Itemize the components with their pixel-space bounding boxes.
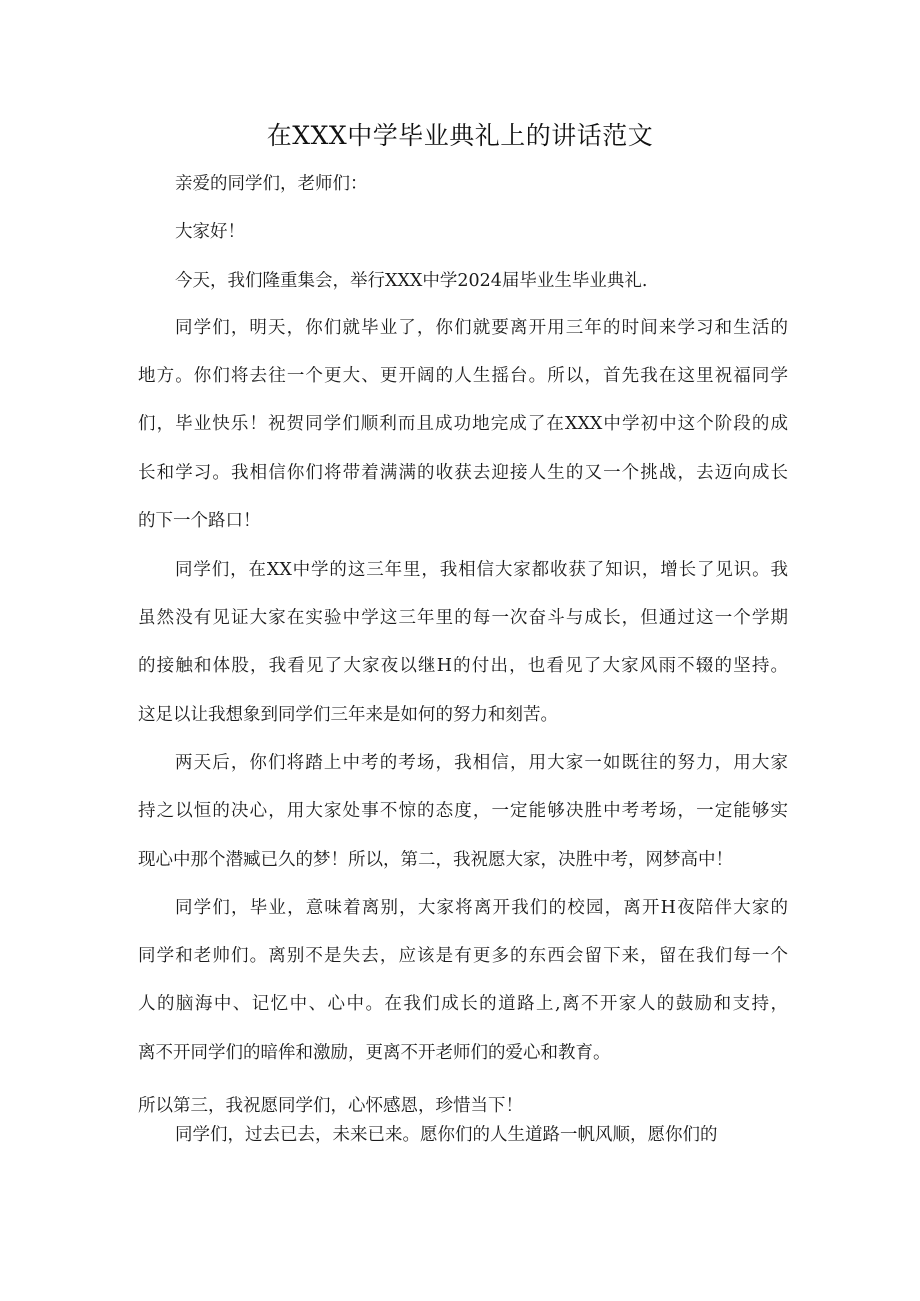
paragraph-line: 同学和老帅们。离别不是失去，应该是有更多的东西会留下来，留在我们每一个 (138, 946, 788, 966)
paragraph-line: 地方。你们将去往一个更大、更开阔的人生摇台。所以，首先我在这里祝福同学 (138, 366, 788, 386)
paragraph-line: 的下一个路口！ (138, 511, 261, 531)
paragraph-line: 同学们，毕业，意味着离别，大家将离开我们的校园，离开H夜陪伴大家的 (175, 898, 788, 918)
paragraph-line: 长和学习。我相信你们将带着满满的收获去迎接人生的又一个挑战，去迈向成长 (138, 463, 788, 483)
greeting: 大家好！ (175, 222, 245, 242)
paragraph-line: 同学们，过去已去，未来已来。愿你们的人生道路一帆风顺，愿你们的 (175, 1125, 718, 1145)
paragraph-line: 所以第三，我祝愿同学们，心怀感恩，珍惜当下！ (138, 1096, 523, 1116)
paragraph-line: 们，毕业快乐！祝贺同学们顺利而且成功地完成了在XXX中学初中这个阶段的成 (138, 414, 788, 434)
paragraph-line: 今天，我们隆重集会，举行XXX中学2024届毕业生毕业典礼. (175, 271, 648, 291)
paragraph-line: 虽然没有见证大家在实验中学这三年里的每一次奋斗与成长，但通过这一个学期 (138, 608, 788, 628)
document-title: 在XXX中学毕业典礼上的讲话范文 (266, 121, 654, 150)
paragraph-line: 离不开同学们的暗侔和激励，更离不开老师们的爱心和教育。 (138, 1043, 611, 1063)
paragraph-line: 现心中那个潜臧已久的梦！所以，第二，我祝愿大家，决胜中考，网梦高中！ (138, 850, 733, 870)
paragraph-line: 这足以让我想象到同学们三年来是如何的努力和刻苦。 (138, 705, 558, 725)
paragraph-line: 同学们，在XX中学的这三年里，我相信大家都收获了知识，增长了见识。我 (175, 560, 788, 580)
paragraph-line: 两天后，你们将踏上中考的考场，我相信，用大家一如既往的努力，用大家 (175, 753, 788, 773)
paragraph-line: 同学们，明天，你们就毕业了，你们就要离开用三年的时间来学习和生活的 (175, 318, 788, 338)
salutation: 亲爱的同学们，老师们： (175, 174, 368, 194)
paragraph-line: 持之以恒的决心，用大家处事不惊的态度，一定能够决胜中考考场，一定能够实 (138, 801, 788, 821)
paragraph-line: 的接触和体股，我看见了大家夜以继H的付出，也看见了大家风雨不辍的坚持。 (138, 656, 788, 676)
paragraph-line: 人的脑海中、记忆中、心中。在我们成长的道路上,离不开家人的鼓励和支持， (138, 994, 788, 1014)
